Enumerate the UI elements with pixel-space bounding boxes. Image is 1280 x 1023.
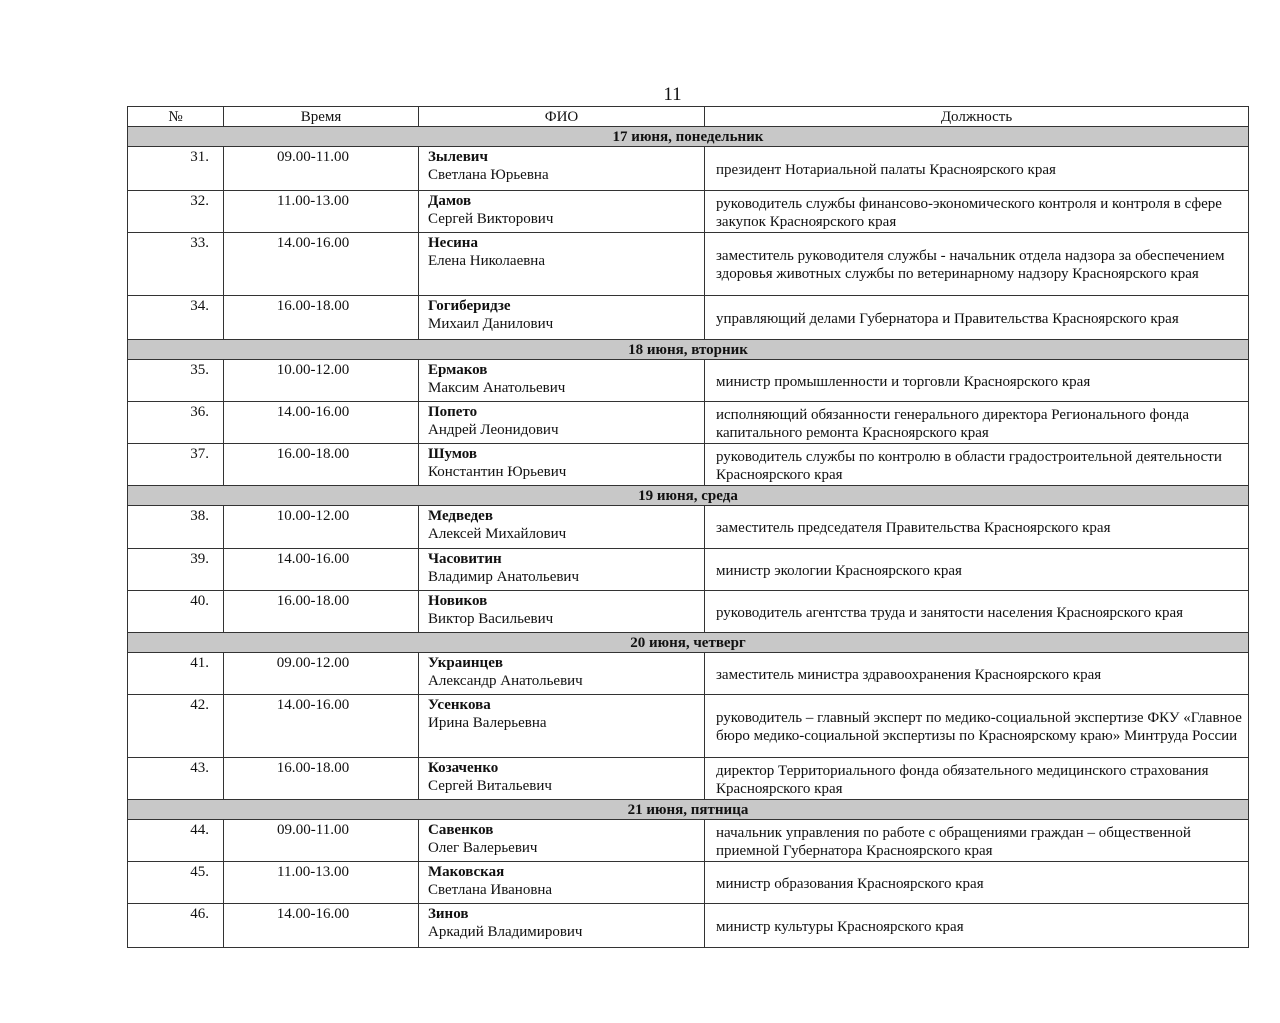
table-row xyxy=(128,904,1249,948)
row-position: президент Нотариальной палаты Красноярского края xyxy=(705,147,1249,191)
row-time: 16.00-18.00 xyxy=(224,591,419,633)
schedule-table xyxy=(127,106,1249,948)
row-fio xyxy=(419,758,705,800)
row-fio xyxy=(419,147,705,191)
row-time: 14.00-16.00 xyxy=(224,402,419,444)
table-row xyxy=(128,820,1249,862)
row-fio xyxy=(419,402,705,444)
row-time: 11.00-13.00 xyxy=(224,862,419,904)
header-fio: ФИО xyxy=(419,107,705,127)
given-names: Владимир Анатольевич xyxy=(428,569,580,585)
surname: Новиков xyxy=(428,593,488,609)
row-position: директор Территориального фонда обязательного медицинского страхования Красноярского края xyxy=(705,758,1249,800)
header-time: Время xyxy=(224,107,419,127)
table-row xyxy=(128,653,1249,695)
surname: Шумов xyxy=(428,446,478,462)
day-title: 21 июня, пятница xyxy=(128,800,1249,820)
row-position: заместитель министра здравоохранения Красноярского края xyxy=(705,653,1249,695)
day-header-row xyxy=(128,486,1249,506)
day-header-row xyxy=(128,340,1249,360)
table-row xyxy=(128,147,1249,191)
row-fio xyxy=(419,820,705,862)
row-number: 37. xyxy=(128,444,224,486)
given-names: Ирина Валерьевна xyxy=(428,715,547,731)
day-header-row xyxy=(128,800,1249,820)
row-number: 40. xyxy=(128,591,224,633)
given-names: Михаил Данилович xyxy=(428,316,554,332)
row-time: 16.00-18.00 xyxy=(224,444,419,486)
row-time: 14.00-16.00 xyxy=(224,233,419,296)
row-number: 44. xyxy=(128,820,224,862)
row-fio xyxy=(419,862,705,904)
surname: Несина xyxy=(428,235,478,251)
row-number: 36. xyxy=(128,402,224,444)
table-row xyxy=(128,695,1249,758)
row-position: руководитель агентства труда и занятости населения Красноярского края xyxy=(705,591,1249,633)
surname: Савенков xyxy=(428,822,494,838)
row-number: 32. xyxy=(128,191,224,233)
row-fio xyxy=(419,591,705,633)
table-row xyxy=(128,402,1249,444)
row-position: руководитель службы по контролю в области градостроительной деятельности Красноярского края xyxy=(705,444,1249,486)
surname: Украинцев xyxy=(428,655,503,671)
row-number: 33. xyxy=(128,233,224,296)
day-title: 19 июня, среда xyxy=(128,486,1249,506)
row-number: 35. xyxy=(128,360,224,402)
row-position: руководитель службы финансово-экономического контроля и контроля в сфере закупок Красноярского края xyxy=(705,191,1249,233)
surname: Попето xyxy=(428,404,478,420)
row-number: 39. xyxy=(128,549,224,591)
row-time: 14.00-16.00 xyxy=(224,549,419,591)
row-time: 16.00-18.00 xyxy=(224,758,419,800)
row-fio xyxy=(419,695,705,758)
row-time: 14.00-16.00 xyxy=(224,904,419,948)
day-header-row xyxy=(128,127,1249,147)
given-names: Максим Анатольевич xyxy=(428,380,566,396)
day-header-row xyxy=(128,633,1249,653)
row-time: 09.00-11.00 xyxy=(224,147,419,191)
surname: Зылевич xyxy=(428,149,488,165)
row-time: 14.00-16.00 xyxy=(224,695,419,758)
day-title: 20 июня, четверг xyxy=(128,633,1249,653)
row-fio xyxy=(419,904,705,948)
surname: Усенкова xyxy=(428,697,491,713)
row-position: министр образования Красноярского края xyxy=(705,862,1249,904)
table-row xyxy=(128,549,1249,591)
row-time: 11.00-13.00 xyxy=(224,191,419,233)
given-names: Светлана Юрьевна xyxy=(428,167,549,183)
row-time: 10.00-12.00 xyxy=(224,360,419,402)
row-fio xyxy=(419,549,705,591)
table-row xyxy=(128,758,1249,800)
surname: Зинов xyxy=(428,906,469,922)
given-names: Сергей Викторович xyxy=(428,211,554,227)
table-row xyxy=(128,360,1249,402)
day-title: 18 июня, вторник xyxy=(128,340,1249,360)
table-row xyxy=(128,233,1249,296)
row-number: 31. xyxy=(128,147,224,191)
header-num: № xyxy=(128,107,224,127)
row-fio xyxy=(419,653,705,695)
table-row xyxy=(128,591,1249,633)
header-position: Должность xyxy=(705,107,1249,127)
table-row xyxy=(128,506,1249,549)
row-position: руководитель – главный эксперт по медико-социальной экспертизе ФКУ «Главное бюро медико-социальной экспертизы по Красноярскому краю» Минтруда России xyxy=(705,695,1249,758)
row-time: 10.00-12.00 xyxy=(224,506,419,549)
row-position: заместитель руководителя службы - начальник отдела надзора за обеспечением здоровья животных службы по ветеринарному надзору Красноярского края xyxy=(705,233,1249,296)
day-title: 17 июня, понедельник xyxy=(128,127,1249,147)
given-names: Олег Валерьевич xyxy=(428,840,538,856)
row-number: 42. xyxy=(128,695,224,758)
row-number: 34. xyxy=(128,296,224,340)
row-fio xyxy=(419,233,705,296)
row-number: 45. xyxy=(128,862,224,904)
row-position: управляющий делами Губернатора и Правительства Красноярского края xyxy=(705,296,1249,340)
given-names: Сергей Витальевич xyxy=(428,778,552,794)
row-fio xyxy=(419,296,705,340)
row-number: 46. xyxy=(128,904,224,948)
table-row xyxy=(128,862,1249,904)
table-row xyxy=(128,191,1249,233)
row-fio xyxy=(419,506,705,549)
row-position: заместитель председателя Правительства Красноярского края xyxy=(705,506,1249,549)
given-names: Алексей Михайлович xyxy=(428,526,567,542)
given-names: Андрей Леонидович xyxy=(428,422,559,438)
row-position: министр экологии Красноярского края xyxy=(705,549,1249,591)
given-names: Александр Анатольевич xyxy=(428,673,583,689)
given-names: Константин Юрьевич xyxy=(428,464,567,480)
row-time: 09.00-11.00 xyxy=(224,820,419,862)
surname: Медведев xyxy=(428,508,493,524)
surname: Маковская xyxy=(428,864,505,880)
row-number: 43. xyxy=(128,758,224,800)
row-fio xyxy=(419,444,705,486)
surname: Часовитин xyxy=(428,551,502,567)
row-number: 41. xyxy=(128,653,224,695)
row-time: 09.00-12.00 xyxy=(224,653,419,695)
surname: Ермаков xyxy=(428,362,488,378)
table-header-row xyxy=(128,107,1249,127)
table-row xyxy=(128,444,1249,486)
page-number: 11 xyxy=(663,84,682,105)
given-names: Светлана Ивановна xyxy=(428,882,553,898)
row-position: министр промышленности и торговли Красноярского края xyxy=(705,360,1249,402)
row-fio xyxy=(419,360,705,402)
row-number: 38. xyxy=(128,506,224,549)
row-position: начальник управления по работе с обращениями граждан – общественной приемной Губернатора Красноярского края xyxy=(705,820,1249,862)
row-time: 16.00-18.00 xyxy=(224,296,419,340)
row-position: исполняющий обязанности генерального директора Регионального фонда капитального ремонта Красноярского края xyxy=(705,402,1249,444)
given-names: Елена Николаевна xyxy=(428,253,545,269)
surname: Дамов xyxy=(428,193,472,209)
given-names: Аркадий Владимирович xyxy=(428,924,583,940)
surname: Козаченко xyxy=(428,760,499,776)
given-names: Виктор Васильевич xyxy=(428,611,554,627)
table-row xyxy=(128,296,1249,340)
row-fio xyxy=(419,191,705,233)
row-position: министр культуры Красноярского края xyxy=(705,904,1249,948)
surname: Гогиберидзе xyxy=(428,298,511,314)
